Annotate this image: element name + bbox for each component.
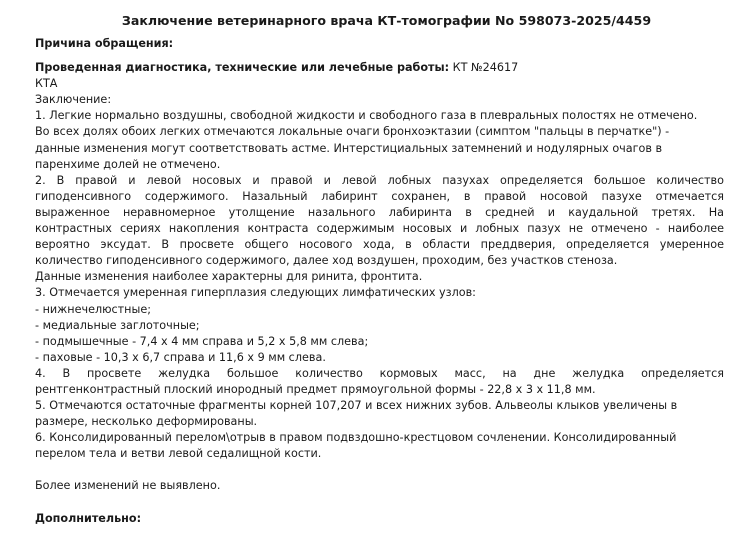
no-more-changes: Более изменений не выявлено. — [35, 479, 221, 493]
report-title: Заключение ветеринарного врача КТ-томографии No 598073-2025/4459 — [121, 13, 652, 28]
text-line: данные изменения могут соответствовать астме. Интерстициальных затемнений и нодулярных очагов в — [35, 141, 663, 155]
text-line: 3. Отмечается умеренная гиперплазия следующих лимфатических узлов: — [35, 286, 476, 300]
text-line: паренхиме долей не отмечено. — [35, 157, 221, 171]
additional-label: Дополнительно: — [35, 511, 142, 525]
finding-6 — [35, 430, 724, 462]
finding-5 — [35, 398, 724, 430]
text-line: размере, несколько деформированы. — [35, 415, 258, 429]
text-line: 4. В просвете желудка большое количество кормовых масс, на дне желудка определяется — [35, 366, 724, 380]
list-item: - подмышечные - 7,4 х 4 мм справа и 5,2 х 5,8 мм слева; — [35, 334, 369, 348]
text-line: выраженное неравномерное утолщение назального лабиринта в средней и каудальной третях. На — [35, 205, 724, 219]
text-line: количество гиподенсивного содержимого, далее ход воздушен, проходим, без участков стеноза. — [35, 254, 618, 268]
diagnostics-value: КТ №24617 — [449, 61, 519, 75]
text-line: 5. Отмечаются остаточные фрагменты корней 107,207 и всех нижних зубов. Альвеолы клыков увеличены в — [35, 399, 678, 413]
text-line: перелом тела и ветви левой седалищной кости. — [35, 447, 322, 461]
list-item: - паховые - 10,3 х 6,7 справа и 11,6 х 9 мм слева. — [35, 350, 326, 364]
text-line: 1. Легкие нормально воздушны, свободной жидкости и свободного газа в плевральных полостях не отмечено. — [35, 109, 698, 123]
finding-1 — [35, 108, 724, 172]
text-line: 6. Консолидированный перелом\отрыв в правом подвздошно-крестцовом сочленении. Консолидированный — [35, 431, 677, 445]
list-item: - нижнечелюстные; — [35, 302, 151, 316]
text-line: рентгенконтрастный плоский инородный предмет прямоугольной формы - 22,8 х 3 х 11,8 мм. — [35, 382, 596, 396]
diagnostics-line — [35, 60, 724, 76]
text-line: вероятно эксудат. В просвете общего носового хода, в области преддверия, определяется умеренное — [35, 238, 724, 252]
text-line: 2. В правой и левой носовых и правой и левой лобных пазухах определяется большое количество — [35, 173, 724, 187]
reason-label: Причина обращения: — [35, 37, 174, 50]
finding-4 — [35, 366, 724, 398]
kta-line: КТА — [35, 77, 58, 91]
conclusion-label: Заключение: — [35, 93, 112, 107]
finding-2 — [35, 173, 724, 286]
text-line: Данные изменения наиболее характерны для ринита, фронтита. — [35, 270, 423, 284]
text-line: гиподенсивного содержимого. Назальный лабиринт сохранен, в правой носовой пазухе отмечается — [35, 189, 724, 203]
text-line: Во всех долях обоих легких отмечаются локальные очаги бронхоэктазии (симптом "пальцы в перчатке") - — [35, 125, 670, 139]
list-item: - медиальные заглоточные; — [35, 318, 200, 332]
diagnostics-label: Проведенная диагностика, технические или лечебные работы: — [35, 61, 450, 75]
text-line: контрастных сериях накопления контраста содержимым носовых и лобных пазух не отмечено - наиболее — [35, 222, 724, 236]
finding-3 — [35, 285, 724, 365]
